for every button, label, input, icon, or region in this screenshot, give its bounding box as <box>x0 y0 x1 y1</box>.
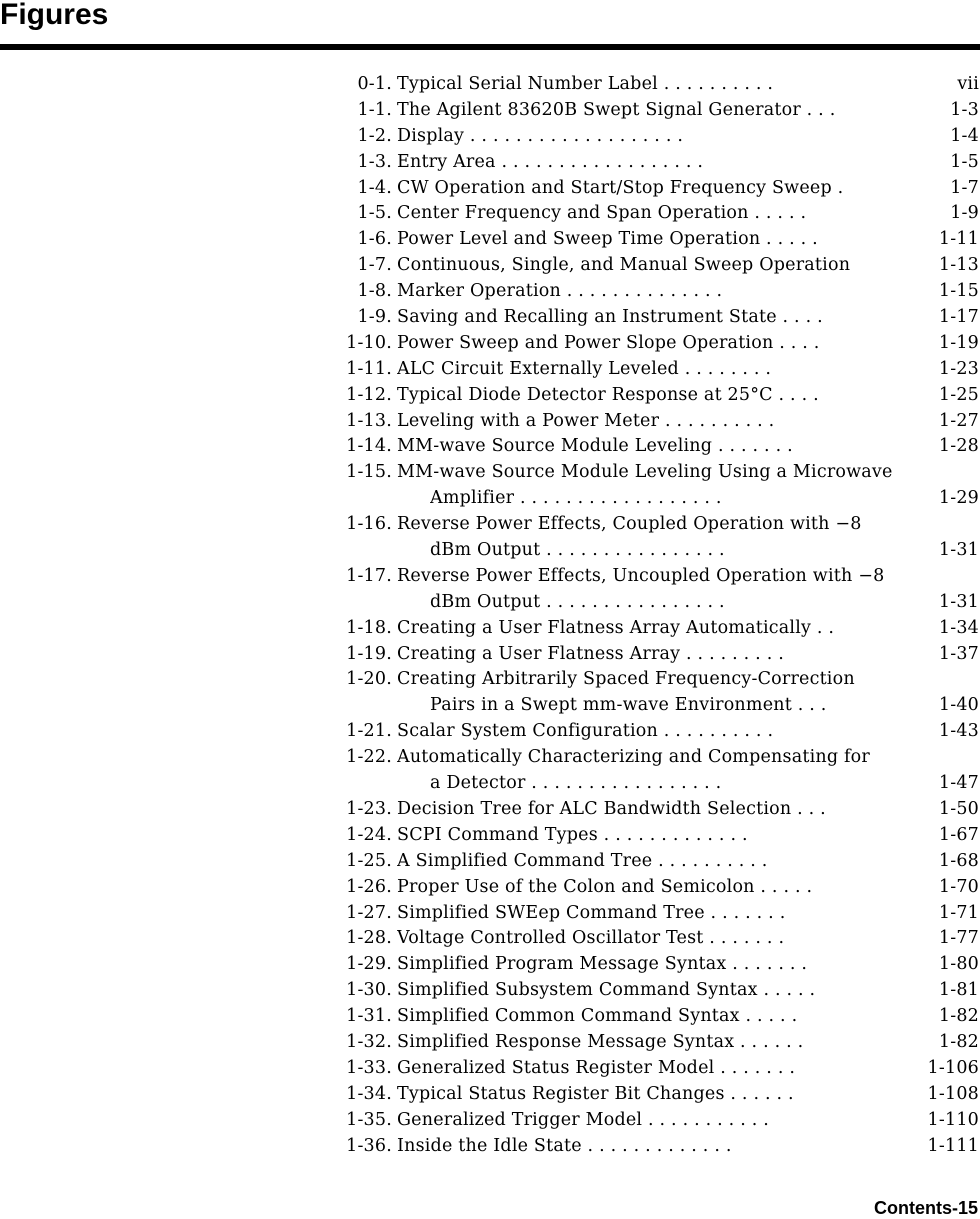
figure-entry <box>330 357 979 383</box>
figure-page-number: 1-34 <box>938 617 979 638</box>
figure-page-number: 1-31 <box>938 540 979 561</box>
figure-number: 1-9. <box>357 307 392 328</box>
figure-number: 1-2. <box>357 125 392 146</box>
figure-page-number: 1-77 <box>938 928 979 949</box>
figure-title: Reverse Power Effects, Coupled Operation with −8 <box>397 514 862 535</box>
figure-list <box>330 72 979 1159</box>
figure-entry <box>330 642 979 668</box>
figure-page-number: 1-3 <box>950 99 979 120</box>
figure-title: Creating a User Flatness Array . . . . . . . . . <box>397 643 784 664</box>
figure-entry-line <box>330 1108 979 1134</box>
figure-entry <box>330 305 979 331</box>
figure-number: 1-6. <box>357 229 392 250</box>
figure-entry <box>330 978 979 1004</box>
figure-page-number: 1-43 <box>938 721 979 742</box>
figure-entry <box>330 434 979 460</box>
figure-page-number: 1-31 <box>938 591 979 612</box>
figure-title: Simplified Response Message Syntax . . . . . . <box>397 1031 804 1052</box>
figure-entry <box>330 797 979 823</box>
figure-title: MM-wave Source Module Leveling . . . . . . . <box>397 436 793 457</box>
page-title: Figures <box>0 0 109 31</box>
figure-entry <box>330 667 979 719</box>
figure-page-number: 1-68 <box>938 850 979 871</box>
figure-number: 1-20. <box>346 669 392 690</box>
figure-title: a Detector . . . . . . . . . . . . . . . . . <box>430 773 722 794</box>
figure-page-number: 1-11 <box>938 229 979 250</box>
figure-entry <box>330 875 979 901</box>
figure-page-number: 1-50 <box>938 798 979 819</box>
figure-title: Marker Operation . . . . . . . . . . . . . . <box>397 281 723 302</box>
figure-title: Amplifier . . . . . . . . . . . . . . . . . . <box>430 488 722 509</box>
figure-entry-line <box>330 642 979 668</box>
figure-number: 1-31. <box>346 1006 392 1027</box>
figure-entry-line <box>330 901 979 927</box>
figure-page-number: 1-25 <box>938 384 979 405</box>
figure-page-number: 1-108 <box>927 1083 979 1104</box>
figure-page-number: 1-29 <box>938 488 979 509</box>
figure-entry <box>330 253 979 279</box>
figure-entry <box>330 512 979 564</box>
figure-number: 1-32. <box>346 1031 392 1052</box>
figure-title: Simplified Common Command Syntax . . . . . <box>397 1006 798 1027</box>
figure-title: Continuous, Single, and Manual Sweep Operation <box>397 255 851 276</box>
figure-entry <box>330 564 979 616</box>
figure-page-number: 1-13 <box>938 255 979 276</box>
figure-entry-line <box>330 512 979 538</box>
figure-title: Power Sweep and Power Slope Operation . . . . <box>397 332 820 353</box>
figure-entry <box>330 201 979 227</box>
figure-title: The Agilent 83620B Swept Signal Generator . . . <box>397 99 836 120</box>
figure-title: MM-wave Source Module Leveling Using a Microwave <box>397 462 893 483</box>
figure-entry <box>330 952 979 978</box>
figure-entry-line <box>330 926 979 952</box>
figure-entry-line <box>330 98 979 124</box>
figure-number: 1-34. <box>346 1083 392 1104</box>
figure-title: Center Frequency and Span Operation . . . . . <box>397 203 807 224</box>
figure-page-number: 1-82 <box>938 1006 979 1027</box>
figure-number: 1-36. <box>346 1135 392 1156</box>
figure-title: Inside the Idle State . . . . . . . . . . . . . <box>397 1135 732 1156</box>
figure-number: 1-23. <box>346 798 392 819</box>
figure-title: Entry Area . . . . . . . . . . . . . . . . . . <box>397 151 704 172</box>
figure-page-number: vii <box>957 74 979 94</box>
figure-number: 0-1. <box>357 74 392 94</box>
figure-entry <box>330 227 979 253</box>
figure-page-number: 1-27 <box>938 410 979 431</box>
figure-entry <box>330 460 979 512</box>
figure-number: 1-19. <box>346 643 392 664</box>
figure-page-number: 1-23 <box>938 358 979 379</box>
figure-number: 1-13. <box>346 410 392 431</box>
page-footer: Contents-15 <box>873 1198 978 1218</box>
figure-entry-line <box>330 1134 979 1160</box>
figure-page-number: 1-28 <box>938 436 979 457</box>
figure-number: 1-29. <box>346 954 392 975</box>
figure-entry-line <box>330 176 979 202</box>
figure-page-number: 1-15 <box>938 281 979 302</box>
figure-number: 1-11. <box>346 358 392 379</box>
figure-title: Creating a User Flatness Array Automatically . . <box>397 617 835 638</box>
figure-page-number: 1-47 <box>938 773 979 794</box>
figure-entry-line <box>330 538 979 564</box>
figure-entry-line <box>330 875 979 901</box>
figure-entry <box>330 823 979 849</box>
figure-page-number: 1-5 <box>950 151 979 172</box>
figure-entry-line <box>330 797 979 823</box>
figure-title: Creating Arbitrarily Spaced Frequency-Correction <box>397 669 855 690</box>
figure-entry-line <box>330 434 979 460</box>
figure-entry-line <box>330 667 979 693</box>
figure-number: 1-3. <box>357 151 392 172</box>
figure-entry <box>330 849 979 875</box>
figure-entry-line <box>330 952 979 978</box>
figure-number: 1-17. <box>346 565 392 586</box>
figure-entry <box>330 409 979 435</box>
figure-entry-line <box>330 564 979 590</box>
figure-title: A Simplified Command Tree . . . . . . . . . . <box>397 850 768 871</box>
figure-title: Decision Tree for ALC Bandwidth Selection . . . <box>397 798 826 819</box>
figure-title: Leveling with a Power Meter . . . . . . . . . . <box>397 410 775 431</box>
figure-title: Generalized Trigger Model . . . . . . . . . . . <box>397 1109 770 1130</box>
figure-entry <box>330 383 979 409</box>
figure-title: dBm Output . . . . . . . . . . . . . . . . <box>430 591 725 612</box>
figure-entry-line <box>330 978 979 1004</box>
figure-page-number: 1-80 <box>938 954 979 975</box>
heading-rule <box>0 44 980 50</box>
figure-title: Scalar System Configuration . . . . . . . . . . <box>397 721 774 742</box>
figure-number: 1-33. <box>346 1057 392 1078</box>
figure-title: dBm Output . . . . . . . . . . . . . . . . <box>430 540 725 561</box>
figure-entry <box>330 1134 979 1160</box>
figure-entry <box>330 1082 979 1108</box>
figure-entry-line <box>330 305 979 331</box>
figure-title: Voltage Controlled Oscillator Test . . . . . . . <box>397 928 785 949</box>
figure-entry <box>330 1108 979 1134</box>
figure-entry-line <box>330 383 979 409</box>
figure-page-number: 1-70 <box>938 876 979 897</box>
figure-number: 1-5. <box>357 203 392 224</box>
figure-entry <box>330 176 979 202</box>
figure-title: CW Operation and Start/Stop Frequency Sweep . <box>397 177 844 198</box>
figure-entry-line <box>330 201 979 227</box>
figure-number: 1-27. <box>346 902 392 923</box>
figure-entry <box>330 150 979 176</box>
figure-number: 1-8. <box>357 281 392 302</box>
figure-entry-line <box>330 590 979 616</box>
figure-entry-line <box>330 1030 979 1056</box>
figure-entry <box>330 1030 979 1056</box>
figure-entry-line <box>330 357 979 383</box>
figure-title: Display . . . . . . . . . . . . . . . . . . . <box>397 125 684 146</box>
figure-page-number: 1-19 <box>938 332 979 353</box>
figure-number: 1-24. <box>346 824 392 845</box>
figure-entry <box>330 331 979 357</box>
figure-entry <box>330 745 979 797</box>
figure-number: 1-10. <box>346 332 392 353</box>
figure-entry-line <box>330 253 979 279</box>
figure-entry-line <box>330 460 979 486</box>
figure-number: 1-15. <box>346 462 392 483</box>
figure-title: ALC Circuit Externally Leveled . . . . . . . . <box>397 358 772 379</box>
figure-number: 1-4. <box>357 177 392 198</box>
figure-number: 1-21. <box>346 721 392 742</box>
figure-page-number: 1-111 <box>927 1135 979 1156</box>
figure-entry-line <box>330 745 979 771</box>
figure-entry <box>330 279 979 305</box>
figure-entry-line <box>330 1004 979 1030</box>
figure-number: 1-16. <box>346 514 392 535</box>
figure-entry-line <box>330 486 979 512</box>
figure-page-number: 1-37 <box>938 643 979 664</box>
figure-title: Proper Use of the Colon and Semicolon . . . . . <box>397 876 813 897</box>
figure-entry-line <box>330 719 979 745</box>
figure-entry-line <box>330 693 979 719</box>
figure-number: 1-30. <box>346 980 392 1001</box>
figure-page-number: 1-110 <box>927 1109 979 1130</box>
figure-number: 1-35. <box>346 1109 392 1130</box>
figure-page-number: 1-81 <box>938 980 979 1001</box>
figure-entry <box>330 616 979 642</box>
figure-page-number: 1-4 <box>950 125 979 146</box>
figure-entry <box>330 72 979 98</box>
figure-number: 1-1. <box>357 99 392 120</box>
figure-entry-line <box>330 279 979 305</box>
figure-title: Typical Serial Number Label . . . . . . . . . . <box>397 74 774 94</box>
figure-number: 1-7. <box>357 255 392 276</box>
figure-entry-line <box>330 1082 979 1108</box>
figure-entry-line <box>330 150 979 176</box>
figure-title: Automatically Characterizing and Compensating for <box>397 747 870 768</box>
figure-page-number: 1-106 <box>927 1057 979 1078</box>
figure-number: 1-14. <box>346 436 392 457</box>
figure-title: SCPI Command Types . . . . . . . . . . . . . <box>397 824 748 845</box>
figure-entry-line <box>330 771 979 797</box>
figure-entry <box>330 98 979 124</box>
figure-entry <box>330 926 979 952</box>
figure-title: Typical Status Register Bit Changes . . . . . . <box>397 1083 794 1104</box>
figure-entry <box>330 1004 979 1030</box>
figure-number: 1-22. <box>346 747 392 768</box>
figure-title: Saving and Recalling an Instrument State . . . . <box>397 307 823 328</box>
figure-entry-line <box>330 823 979 849</box>
figure-entry <box>330 901 979 927</box>
figure-title: Pairs in a Swept mm-wave Environment . . . <box>430 695 827 716</box>
figure-entry-line <box>330 849 979 875</box>
figure-entry-line <box>330 331 979 357</box>
figure-entry <box>330 1056 979 1082</box>
figure-title: Simplified Subsystem Command Syntax . . . . . <box>397 980 816 1001</box>
figure-page-number: 1-82 <box>938 1031 979 1052</box>
figure-title: Reverse Power Effects, Uncoupled Operation with −8 <box>397 565 885 586</box>
figure-entry <box>330 124 979 150</box>
figure-entry-line <box>330 72 979 98</box>
figure-number: 1-28. <box>346 928 392 949</box>
figure-page-number: 1-9 <box>950 203 979 224</box>
figure-number: 1-26. <box>346 876 392 897</box>
figure-entry-line <box>330 409 979 435</box>
figure-page-number: 1-7 <box>950 177 979 198</box>
figure-number: 1-18. <box>346 617 392 638</box>
figure-entry-line <box>330 124 979 150</box>
figure-entry-line <box>330 616 979 642</box>
figure-entry <box>330 719 979 745</box>
figure-title: Power Level and Sweep Time Operation . . . . . <box>397 229 818 250</box>
figure-entry-line <box>330 227 979 253</box>
figure-page-number: 1-71 <box>938 902 979 923</box>
figure-page-number: 1-17 <box>938 307 979 328</box>
figure-title: Typical Diode Detector Response at 25°C . . . . <box>397 384 819 405</box>
figure-entry-line <box>330 1056 979 1082</box>
figure-title: Generalized Status Register Model . . . . . . . <box>397 1057 796 1078</box>
figure-title: Simplified SWEep Command Tree . . . . . . . <box>397 902 786 923</box>
figure-number: 1-25. <box>346 850 392 871</box>
figure-title: Simplified Program Message Syntax . . . . . . . <box>397 954 808 975</box>
figure-page-number: 1-67 <box>938 824 979 845</box>
figure-number: 1-12. <box>346 384 392 405</box>
figure-page-number: 1-40 <box>938 695 979 716</box>
